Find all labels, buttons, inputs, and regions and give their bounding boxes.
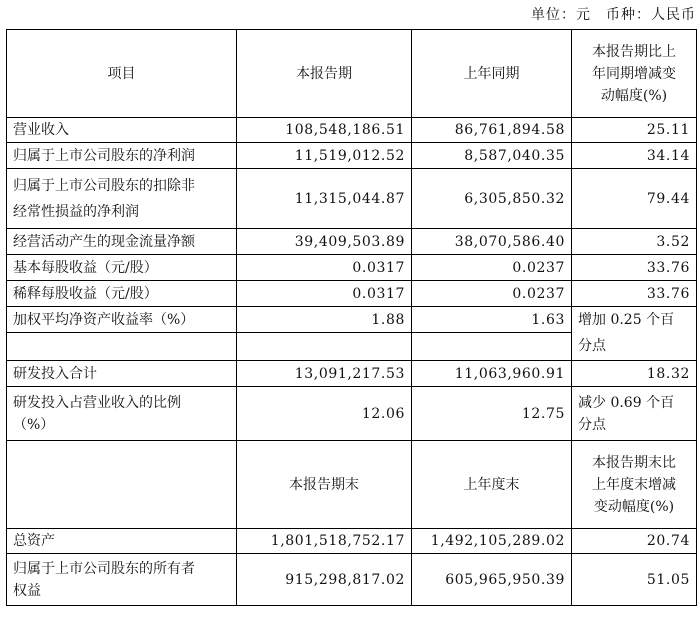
current-value: 11,519,012.52 xyxy=(237,143,412,169)
prior-value: 6,305,850.32 xyxy=(412,169,572,229)
row-label: 营业收入 xyxy=(7,118,237,143)
table-row xyxy=(7,169,697,229)
prior-value: 0.0237 xyxy=(412,281,572,307)
table-row xyxy=(7,281,697,307)
change-value-cont: 分点 xyxy=(572,333,697,361)
row-label: 基本每股收益（元/股） xyxy=(7,255,237,281)
change-value: 3.52 xyxy=(572,229,697,255)
row-label: 稀释每股收益（元/股） xyxy=(7,281,237,307)
header-current-period: 本报告期 xyxy=(237,30,412,118)
change-value: 18.32 xyxy=(572,361,697,387)
header-prior-year-end: 上年度末 xyxy=(412,441,572,529)
prior-value: 1.63 xyxy=(412,307,572,333)
table-row xyxy=(7,554,697,606)
table-header-row-period-end xyxy=(7,441,697,529)
change-value: 33.76 xyxy=(572,255,697,281)
table-row xyxy=(7,229,697,255)
table-row xyxy=(7,255,697,281)
change-value: 34.14 xyxy=(572,143,697,169)
unit-currency-label: 单位：元 币种：人民币 xyxy=(531,7,696,23)
current-value: 0.0317 xyxy=(237,281,412,307)
prior-value: 11,063,960.91 xyxy=(412,361,572,387)
current-value: 1.88 xyxy=(237,307,412,333)
row-label: 总资产 xyxy=(7,529,237,554)
prior-value: 38,070,586.40 xyxy=(412,229,572,255)
change-value: 79.44 xyxy=(572,169,697,229)
row-label: 经营活动产生的现金流量净额 xyxy=(7,229,237,255)
table-row xyxy=(7,143,697,169)
current-value: 11,315,044.87 xyxy=(237,169,412,229)
table-row xyxy=(7,361,697,387)
change-value: 25.11 xyxy=(572,118,697,143)
header-prior-period: 上年同期 xyxy=(412,30,572,118)
prior-value: 12.75 xyxy=(412,387,572,441)
current-value: 915,298,817.02 xyxy=(237,554,412,606)
prior-value: 86,761,894.58 xyxy=(412,118,572,143)
table-row xyxy=(7,529,697,554)
prior-value: 8,587,040.35 xyxy=(412,143,572,169)
change-value: 20.74 xyxy=(572,529,697,554)
header-period-end: 本报告期末 xyxy=(237,441,412,529)
prior-value: 605,965,950.39 xyxy=(412,554,572,606)
row-label: 归属于上市公司股东的扣除非 经常性损益的净利润 xyxy=(7,169,237,229)
row-label: 归属于上市公司股东的净利润 xyxy=(7,143,237,169)
current-value: 108,548,186.51 xyxy=(237,118,412,143)
current-value: 12.06 xyxy=(237,387,412,441)
change-value: 增加 0.25 个百 xyxy=(572,307,697,333)
prior-value: 1,492,105,289.02 xyxy=(412,529,572,554)
financial-data-table xyxy=(6,29,697,606)
current-value: 39,409,503.89 xyxy=(237,229,412,255)
header-change-pct: 本报告期比上 年同期增减变 动幅度(%) xyxy=(572,30,697,118)
table-row-continuation xyxy=(7,333,697,361)
header-item: 项目 xyxy=(7,30,237,118)
row-label: 加权平均净资产收益率（%） xyxy=(7,307,237,333)
table-header-row xyxy=(7,30,697,118)
current-value: 0.0317 xyxy=(237,255,412,281)
prior-value: 0.0237 xyxy=(412,255,572,281)
change-value: 减少 0.69 个百 分点 xyxy=(572,387,697,441)
table-row xyxy=(7,387,697,441)
change-value: 51.05 xyxy=(572,554,697,606)
current-value: 13,091,217.53 xyxy=(237,361,412,387)
current-value: 1,801,518,752.17 xyxy=(237,529,412,554)
table-row xyxy=(7,118,697,143)
table-row xyxy=(7,307,697,333)
header-change-pct-period-end: 本报告期末比 上年度末增减 变动幅度(%) xyxy=(572,441,697,529)
row-label: 研发投入占营业收入的比例 （%） xyxy=(7,387,237,441)
row-label: 研发投入合计 xyxy=(7,361,237,387)
change-value: 33.76 xyxy=(572,281,697,307)
row-label: 归属于上市公司股东的所有者 权益 xyxy=(7,554,237,606)
